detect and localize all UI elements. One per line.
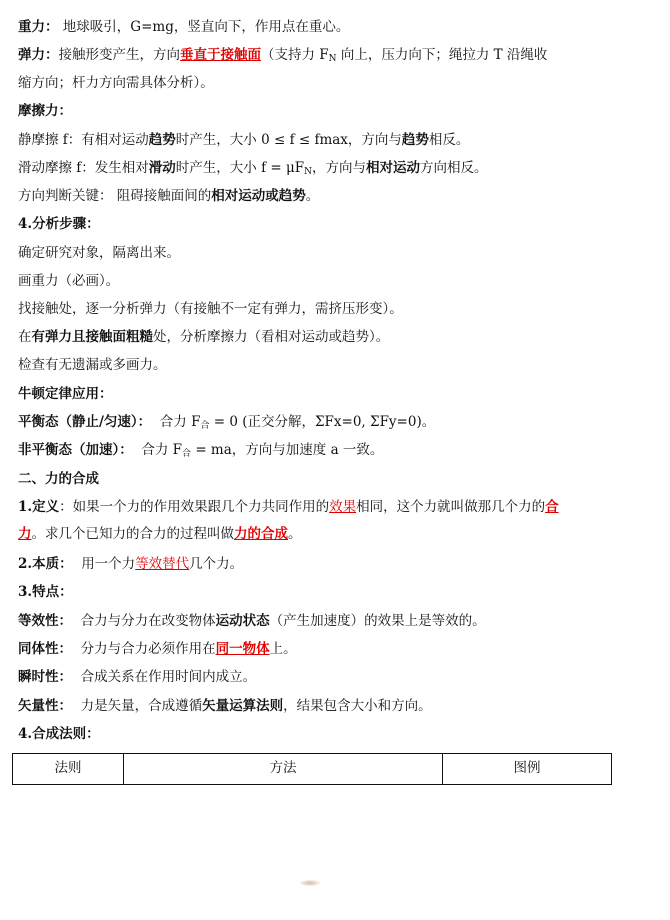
key-a: 方向判断关键： 阻碍接触面间的 xyxy=(18,188,212,204)
sliding-a: 滑动摩擦 f：发生相对 xyxy=(18,160,149,176)
instant-a: 合成关系在作用时间内成立。 xyxy=(80,669,257,685)
feature-vector xyxy=(18,696,432,716)
table-header-cell: 法则 xyxy=(13,754,124,785)
equiv-label: 等效性： xyxy=(18,613,72,629)
essence-label: 2.本质： xyxy=(18,556,73,572)
elastic-post-a: （支持力 F xyxy=(261,47,329,63)
sliding-d: ，方向与 xyxy=(312,160,366,176)
elastic-line-2: 缩方向；杆力方向需具体分析）。 xyxy=(18,75,214,91)
feature-instant xyxy=(18,667,256,687)
essence-b: 等效替代 xyxy=(135,556,190,572)
equiv-c: （产生加速度）的效果上是等效的。 xyxy=(269,613,486,629)
gravity-line xyxy=(18,17,349,37)
definition-effect: 效果 xyxy=(329,499,357,515)
equiv-a: 合力与分力在改变物体 xyxy=(80,613,216,629)
balance-label: 平衡态（静止/匀速）： xyxy=(18,414,152,430)
sliding-c: 时产生，大小 f = μF xyxy=(175,160,305,176)
step-5: 检查有无遗漏或多画力。 xyxy=(18,357,167,373)
sliding-f: 方向相反。 xyxy=(420,160,488,176)
vector-b: 矢量运算法则 xyxy=(202,698,284,714)
same-a: 分力与合力必须作用在 xyxy=(80,641,216,657)
step-4-a: 在 xyxy=(18,329,32,345)
essence-c: 几个力。 xyxy=(189,556,244,572)
step-3: 找接触处，逐一分析弹力（有接触不一定有弹力，需挤压形变）。 xyxy=(18,301,403,317)
feature-equivalence xyxy=(18,611,486,631)
static-a: 静摩擦 f：有相对运动 xyxy=(18,132,149,148)
table-header-cell: 图例 xyxy=(443,754,612,785)
nonbalance-label: 非平衡态（加速）： xyxy=(18,442,133,458)
balance-a: 合力 F xyxy=(159,414,201,430)
definition-e: 力 xyxy=(18,526,32,542)
feature-same-body xyxy=(18,639,297,659)
section-2-title: 二、力的合成 xyxy=(18,471,99,487)
composition-rules-table xyxy=(12,753,612,785)
balance-b: = 0 (正交分解，ΣFx=0, ΣFy=0)。 xyxy=(209,414,436,430)
sliding-sub: N xyxy=(304,167,312,177)
definition-paragraph xyxy=(18,494,608,548)
definition-h: 。 xyxy=(288,526,302,542)
static-d: 趋势 xyxy=(401,132,429,148)
same-c: 上。 xyxy=(269,641,297,657)
newton-title: 牛顿定律应用： xyxy=(18,386,113,402)
nonbalance-line xyxy=(18,440,383,464)
elastic-sub-n: N xyxy=(328,54,337,64)
equiv-b: 运动状态 xyxy=(215,613,270,629)
definition-c: 相同，这个力就叫做那几个力的 xyxy=(356,499,546,515)
vector-label: 矢量性： xyxy=(18,698,72,714)
elastic-label: 弹力： xyxy=(18,47,59,63)
definition-d: 合 xyxy=(545,499,559,515)
elastic-line xyxy=(18,45,547,69)
key-c: 。 xyxy=(305,188,320,204)
page-mark-dot xyxy=(300,880,320,886)
step-4-c: 处，分析摩擦力（看相对运动或趋势）。 xyxy=(153,329,390,345)
same-b: 同一物体 xyxy=(215,641,270,657)
static-e: 相反。 xyxy=(428,132,470,148)
key-b: 相对运动或趋势 xyxy=(211,188,306,204)
gravity-text: 地球吸引，G=mg，竖直向下，作用点在重心。 xyxy=(62,19,350,35)
definition-synthesis: 力的合成 xyxy=(234,526,288,542)
elastic-pre: 接触形变产生，方向 xyxy=(58,47,180,63)
friction-title: 摩擦力： xyxy=(18,103,72,119)
step-4-b: 有弹力且接触面粗糙 xyxy=(31,329,153,345)
sliding-b: 滑动 xyxy=(148,160,176,176)
step-1: 确定研究对象，隔离出来。 xyxy=(18,245,180,261)
nonbalance-a: 合力 F xyxy=(141,442,183,458)
step-2: 画重力（必画）。 xyxy=(18,273,120,289)
essence-a: 用一个力 xyxy=(81,556,136,572)
static-b: 趋势 xyxy=(148,132,176,148)
direction-key-line xyxy=(18,186,319,206)
balance-sub: 合 xyxy=(200,421,210,431)
elastic-emphasis: 垂直于接触面 xyxy=(180,47,261,63)
definition-f: 。求几个已知力的合力的过程叫做 xyxy=(31,526,234,542)
static-friction-line xyxy=(18,130,469,150)
sliding-e: 相对运动 xyxy=(366,160,420,176)
table-header-cell: 方法 xyxy=(124,754,443,785)
instant-label: 瞬时性： xyxy=(18,669,72,685)
static-c: 时产生，大小 0 ≤ f ≤ fmax，方向与 xyxy=(175,132,402,148)
balance-line xyxy=(18,412,435,436)
steps-title: 4.分析步骤： xyxy=(18,216,100,232)
gravity-label: 重力： xyxy=(18,19,59,35)
vector-a: 力是矢量，合成遵循 xyxy=(80,698,203,714)
features-title: 3.特点： xyxy=(18,584,73,600)
essence-line xyxy=(18,554,243,574)
elastic-post-b: 向上，压力向下；绳拉力 T 沿绳收 xyxy=(336,47,548,63)
sliding-friction-line xyxy=(18,158,488,182)
table-header-row xyxy=(13,754,612,785)
rules-title: 4.合成法则： xyxy=(18,726,100,742)
nonbalance-sub: 合 xyxy=(182,449,192,459)
definition-a: ：如果一个力的作用效果跟几个力共同作用的 xyxy=(59,499,330,515)
vector-c: ，结果包含大小和方向。 xyxy=(283,698,432,714)
step-4 xyxy=(18,327,389,347)
definition-label: 1.定义 xyxy=(18,499,60,515)
same-label: 同体性： xyxy=(18,641,72,657)
nonbalance-b: = ma，方向与加速度 a 一致。 xyxy=(191,442,384,458)
